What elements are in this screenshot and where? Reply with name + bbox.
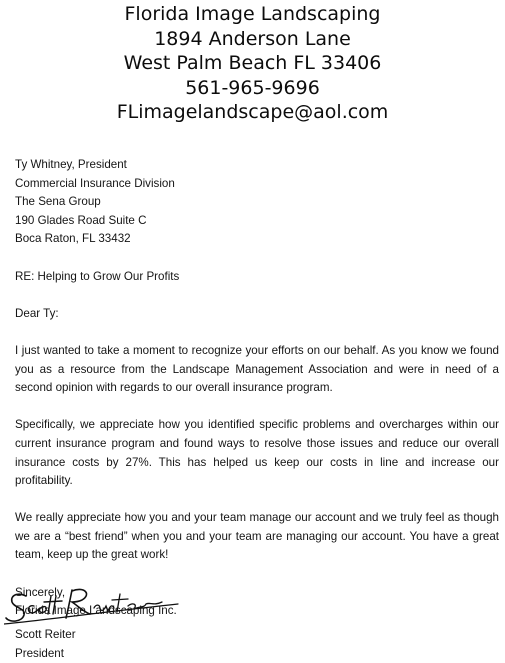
recipient-city: Boca Raton, FL 33432 — [15, 232, 131, 246]
valediction: Sincerely, — [15, 585, 66, 599]
letterhead-phone: 561-965-9696 — [185, 76, 320, 99]
recipient-name-title: Ty Whitney, President — [15, 158, 127, 171]
letterhead — [0, 2, 505, 125]
signer-block — [15, 626, 76, 663]
paragraph-2: Specifically, we appreciate how you identified specific problems and overcharges within our current insurance program and found ways to resolve those issues and reduce our overall insurance costs by 27%. This has helped us keep our costs in line and increase our profitability. — [15, 418, 499, 488]
closing-company: Florida Image Landscaping Inc. — [15, 604, 177, 618]
recipient-division: Commercial Insurance Division — [15, 176, 175, 190]
recipient-street: 190 Glades Road Suite C — [15, 213, 147, 227]
signer-title: President — [15, 646, 64, 660]
salutation: Dear Ty: — [15, 306, 59, 320]
paragraph-3: We really appreciate how you and your team manage our account and we truly feel as though we are a “best friend” when you and your team are managing our account. You have a great team, keep up the great work! — [15, 511, 499, 562]
subject-line: RE: Helping to Grow Our Profits — [15, 269, 180, 283]
recipient-company: The Sena Group — [15, 195, 101, 209]
letterhead-city: West Palm Beach FL 33406 — [123, 52, 382, 74]
letterhead-street: 1894 Anderson Lane — [154, 27, 351, 50]
handwritten-signature — [4, 582, 184, 628]
paragraph-1: I just wanted to take a moment to recognize your efforts on our behalf. As you know we found you as a resource from the Landscape Management Association and were in need of a second opinion with regards to our overall insurance program. — [15, 343, 499, 395]
letterhead-email: FLimagelandscape@aol.com — [116, 101, 389, 123]
recipient-address — [15, 156, 499, 249]
letterhead-company-name: Florida Image Landscaping — [124, 3, 381, 25]
letter-body — [15, 156, 499, 621]
signer-name: Scott Reiter — [15, 628, 76, 641]
